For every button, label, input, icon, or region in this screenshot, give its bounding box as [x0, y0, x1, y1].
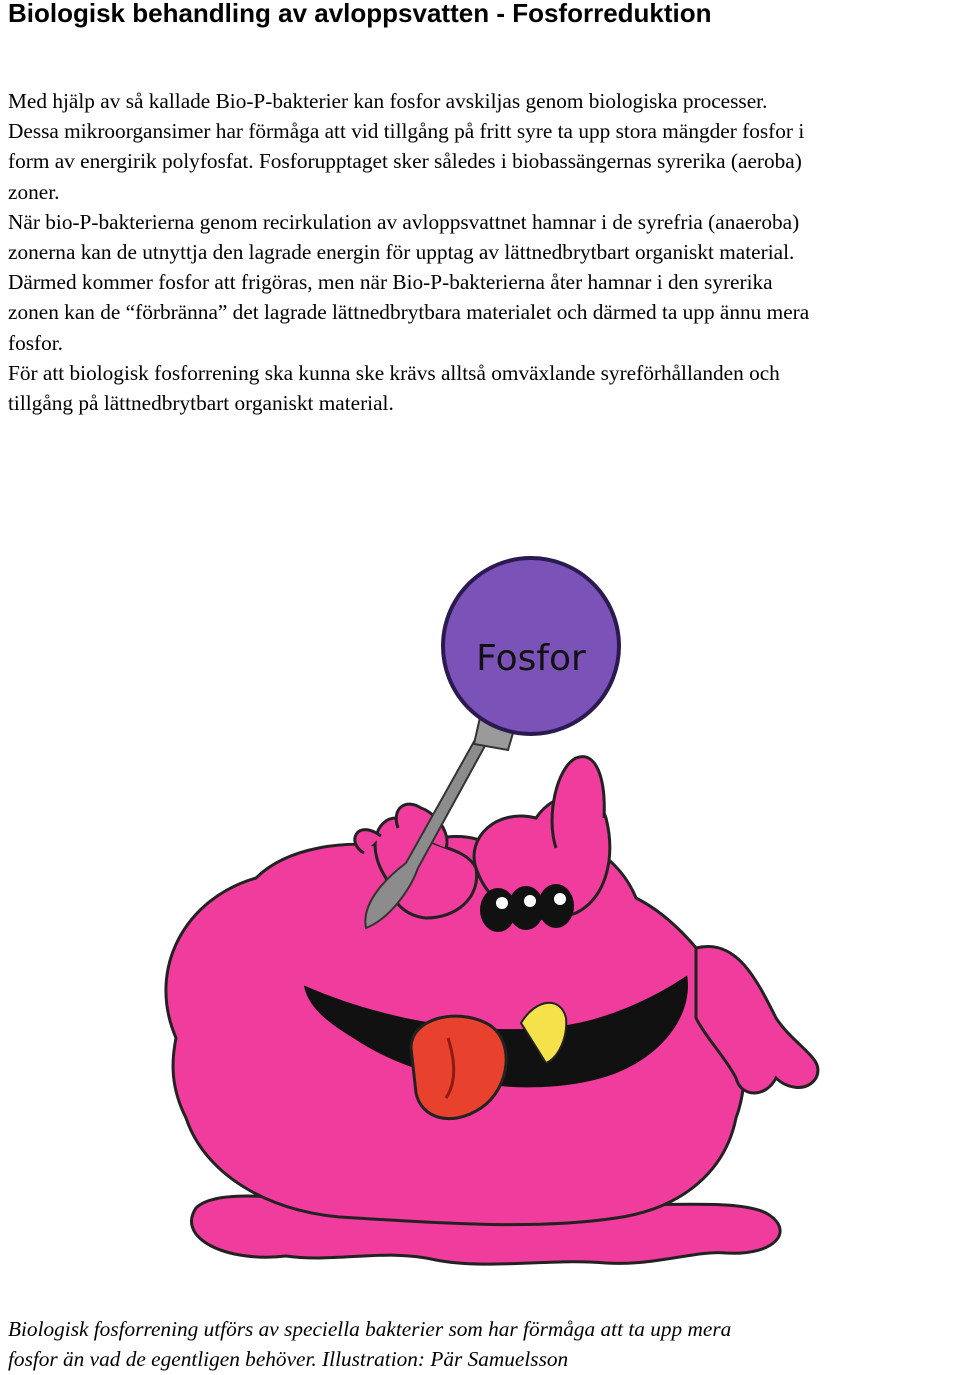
- body-text: [8, 86, 960, 418]
- body-line: zoner.: [8, 179, 60, 204]
- body-line: När bio-P-bakterierna genom recirkulation av avloppsvattnet hamnar i de syrefria (anaeroba): [8, 209, 800, 234]
- page-title: Biologisk behandling av avloppsvatten - Fosforreduktion: [8, 0, 712, 28]
- body-line: För att biologisk fosforrening ska kunna ske krävs alltså omväxlande syreförhållanden och: [8, 360, 780, 385]
- body-line: zonerna kan de utnyttja den lagrade energin för upptag av lättnedbrytbart organiskt material.: [8, 240, 795, 265]
- body-line: form av energirik polyfosfat. Fosforupptaget sker således i biobassängernas syrerika (aeroba): [8, 149, 802, 174]
- body-line: tillgång på lättnedbrytbart organiskt material.: [8, 391, 394, 416]
- body-line: zonen kan de “förbränna” det lagrade lättnedbrytbara materialet och därmed ta upp ännu mera: [8, 300, 810, 325]
- bacteria-body: [166, 757, 818, 1225]
- bacteria-eyes: [480, 884, 574, 932]
- caption-line: fosfor än vad de egentligen behöver. Illustration: Pär Samuelsson: [8, 1347, 569, 1372]
- body-line: Med hjälp av så kallade Bio-P-bakterier kan fosfor avskiljas genom biologiska processer.: [8, 89, 768, 113]
- caption-line: Biologisk fosforrening utförs av speciella bakterier som har förmåga att ta upp mera: [8, 1317, 732, 1341]
- fosfor-ball: [443, 558, 619, 734]
- body-line: Dessa mikroorgansimer har förmåga att vid tillgång på fritt syre ta upp stora mängder fosfor i: [8, 119, 805, 144]
- fosfor-ball-label: Fosfor: [476, 638, 586, 679]
- body-line: Därmed kommer fosfor att frigöras, men när Bio-P-bakterierna åter hamnar i den syrerika: [8, 270, 773, 295]
- body-line: fosfor.: [8, 330, 64, 355]
- bacteria-illustration: [136, 518, 840, 1270]
- illustration-caption: [8, 1314, 948, 1374]
